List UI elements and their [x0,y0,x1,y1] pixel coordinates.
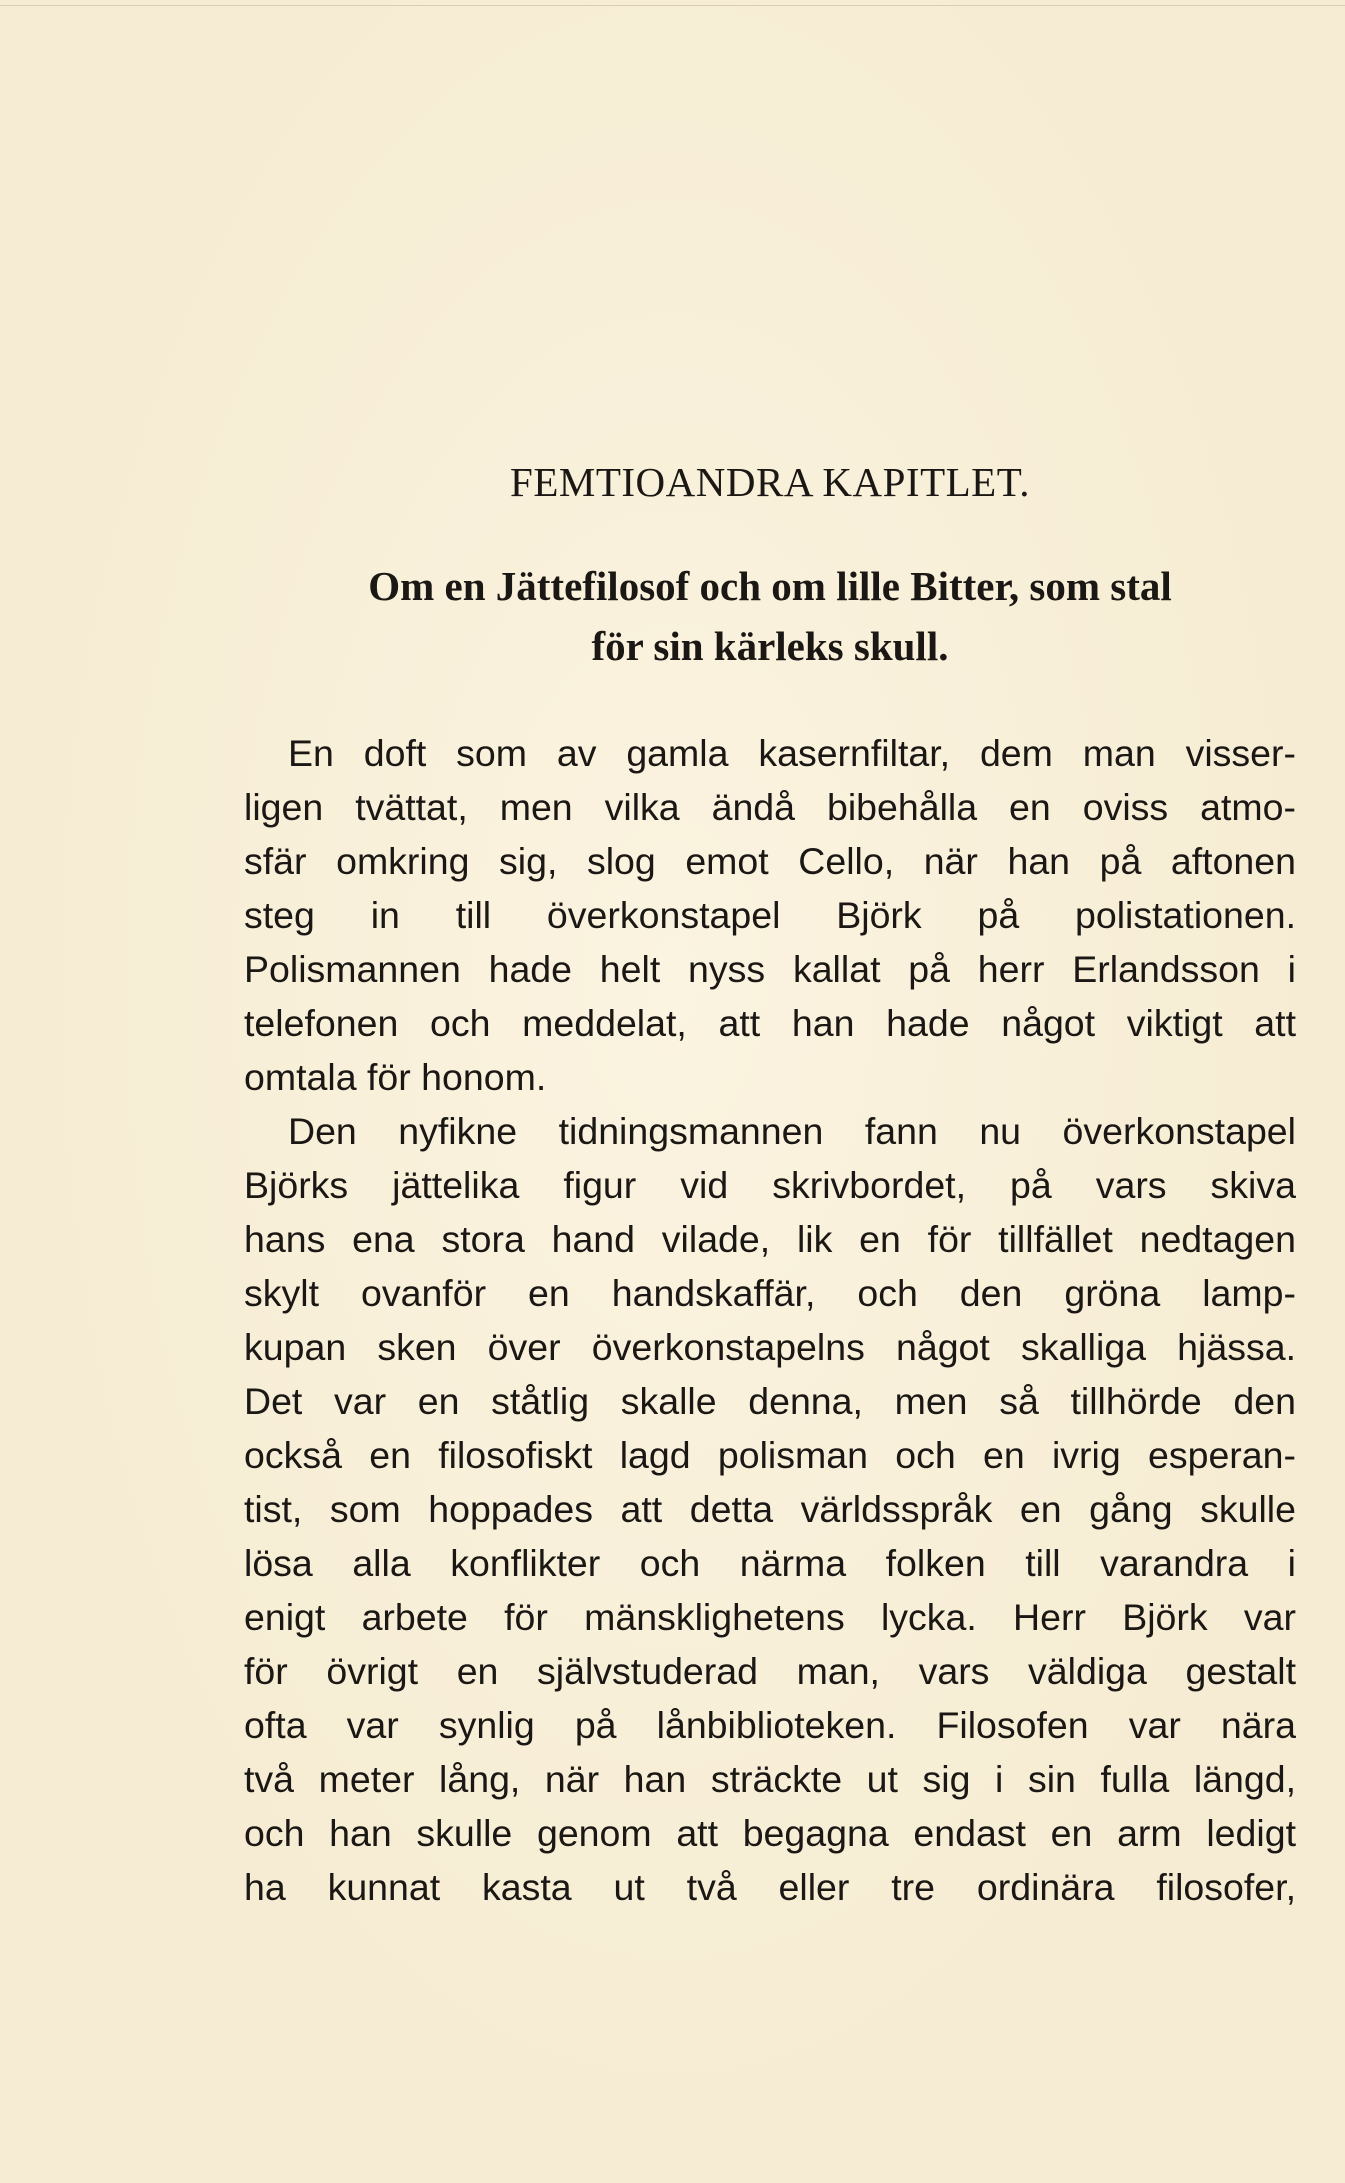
text-line: telefonen och meddelat, att han hade något viktigt att [244,1002,1296,1044]
text-line: kupan sken över överkonstapelns något skalliga hjässa. [244,1326,1296,1368]
text-line: En doft som av gamla kasernfiltar, dem man visser- [288,732,1296,774]
text-line: tist, som hoppades att detta världsspråk en gång skulle [244,1488,1296,1530]
text-line: och han skulle genom att begagna endast en arm ledigt [244,1812,1296,1854]
chapter-subtitle-line-2: för sin kärleks skull. [591,623,949,669]
text-line: ofta var synlig på lånbiblioteken. Filosofen var nära [244,1704,1296,1746]
text-line: Den nyfikne tidningsmannen fann nu överkonstapel [288,1110,1296,1152]
text-line: sfär omkring sig, slog emot Cello, när han på aftonen [244,840,1296,882]
text-line: Björks jättelika figur vid skrivbordet, på vars skiva [244,1164,1296,1206]
body-text [244,726,1296,1914]
text-line: också en filosofiskt lagd polisman och en ivrig esperan- [244,1434,1296,1476]
text-line: steg in till överkonstapel Björk på polistationen. [244,894,1296,936]
text-line: ha kunnat kasta ut två eller tre ordinära filosofer, [244,1866,1296,1908]
text-line: Polismannen hade helt nyss kallat på herr Erlandsson i [244,948,1296,990]
chapter-title: FEMTIOANDRA KAPITLET. [510,459,1030,505]
text-line: två meter lång, när han sträckte ut sig i sin fulla längd, [244,1758,1296,1800]
text-line: lösa alla konflikter och närma folken till varandra i [244,1542,1296,1584]
chapter-subtitle [244,556,1296,676]
text-line: för övrigt en självstuderad man, vars väldiga gestalt [244,1650,1296,1692]
text-line: ligen tvättat, men vilka ändå bibehålla en oviss atmo- [244,786,1296,828]
text-line: hans ena stora hand vilade, lik en för tillfället nedtagen [244,1218,1296,1260]
paragraph-1 [244,726,1296,1104]
text-line: skylt ovanför en handskaffär, och den gröna lamp- [244,1272,1296,1314]
text-line: enigt arbete för mänsklighetens lycka. Herr Björk var [244,1596,1296,1638]
paragraph-2 [244,1104,1296,1914]
text-line: omtala för honom. [244,1056,547,1098]
chapter-subtitle-line-1: Om en Jättefilosof och om lille Bitter, som stal [368,563,1172,609]
text-line: Det var en ståtlig skalle denna, men så tillhörde den [244,1380,1296,1422]
page-top-edge [0,5,1345,6]
